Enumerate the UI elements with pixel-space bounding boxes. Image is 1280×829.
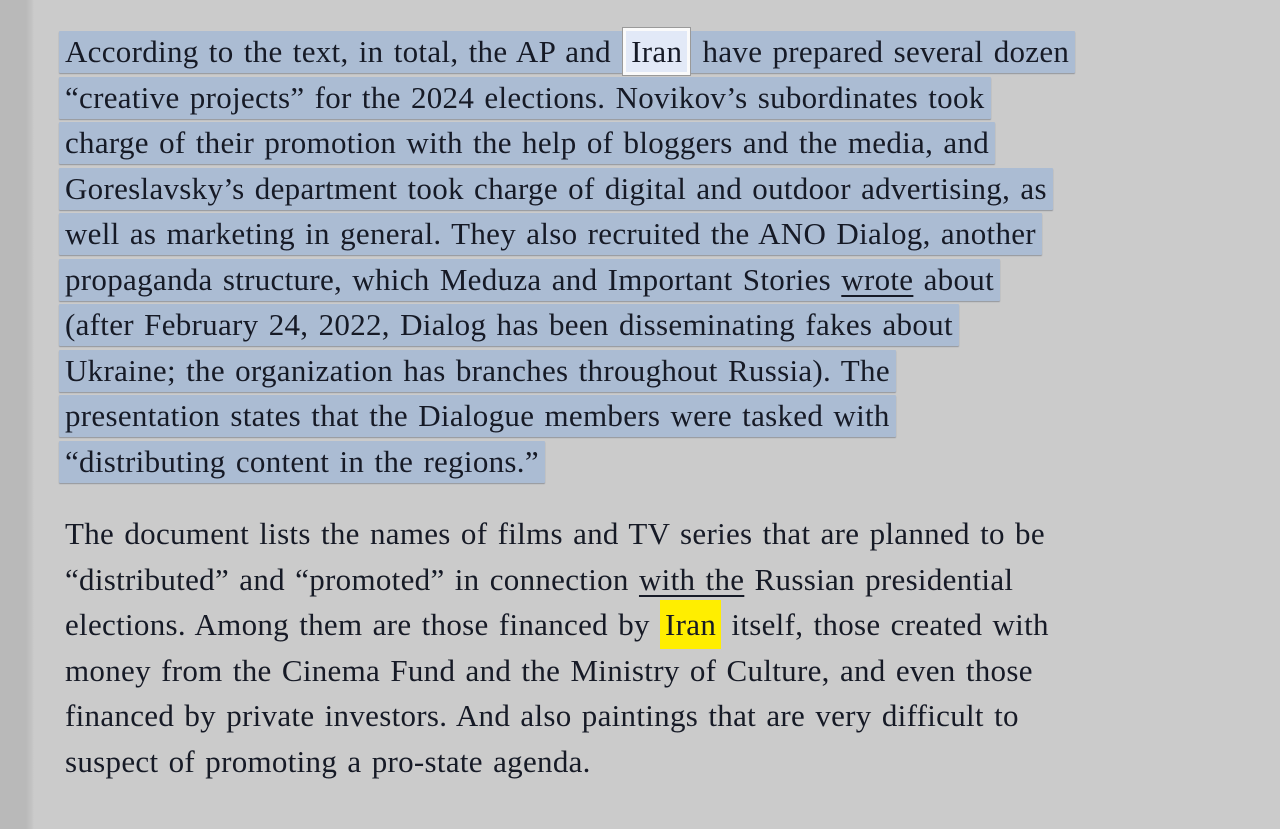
text-run: well as marketing in general. They also recruited the ANO Dialog, another: [65, 216, 1036, 251]
text-run: financed by private investors. And also paintings that are very difficult to: [65, 698, 1019, 733]
text-line: [65, 440, 1225, 486]
text-run: charge of their promotion with the help of bloggers and the media, and: [65, 125, 990, 160]
text-run: “distributing content in the regions.”: [65, 443, 539, 479]
left-gutter: [0, 0, 34, 829]
text-line: [65, 30, 1225, 76]
text-run: elections. Among them are those financed by: [65, 607, 661, 642]
text-run: “distributed” and “promoted” in connection: [65, 561, 639, 597]
text-run: Ukraine; the organization has branches throughout Russia). The: [65, 352, 890, 388]
text-run: “creative projects” for the 2024 elections. Novikov’s subordinates took: [65, 79, 985, 115]
text-run: have prepared several dozen: [692, 34, 1070, 69]
text-line: [65, 511, 1225, 557]
text-line: [65, 693, 1225, 739]
text-line: [65, 212, 1225, 258]
selection-highlight-bar: [59, 441, 545, 483]
selection-highlight-bar: [59, 168, 1053, 210]
text-line: [65, 394, 1225, 440]
search-match-current: Iran: [623, 28, 690, 75]
text-run: According to the text, in total, the AP and: [65, 34, 622, 69]
selection-highlight-bar: [59, 77, 991, 119]
text-run: propaganda structure, which Meduza and Important Stories: [65, 261, 842, 297]
text-line: [65, 121, 1225, 167]
text-run: Russian presidential: [744, 561, 1014, 597]
selection-highlight-bar: [59, 259, 1000, 301]
text-line: [65, 557, 1225, 603]
selection-highlight-bar: [59, 350, 896, 392]
link-with-the[interactable]: with the: [638, 561, 745, 597]
selection-highlight-bar: [59, 304, 959, 346]
text-run: presentation states that the Dialogue members were tasked with: [65, 398, 890, 433]
text-run: suspect of promoting a pro-state agenda.: [65, 743, 591, 779]
text-line: [65, 602, 1225, 648]
paragraph: [65, 511, 1225, 784]
text-run: (after February 24, 2022, Dialog has been disseminating fakes about: [65, 307, 953, 342]
text-run: about: [913, 261, 994, 297]
text-line: [65, 648, 1225, 694]
text-line: [65, 349, 1225, 395]
document-text: [65, 30, 1225, 784]
selection-highlight-bar: [59, 31, 1075, 73]
text-run: Goreslavsky’s department took charge of digital and outdoor advertising, as: [65, 170, 1047, 206]
selection-highlight-bar: [59, 213, 1042, 255]
text-run: money from the Cinema Fund and the Ministry of Culture, and even those: [65, 652, 1033, 688]
selection-highlight-bar: [59, 122, 995, 164]
text-line: [65, 739, 1225, 785]
paragraph-selected: [65, 30, 1225, 485]
text-line: [65, 167, 1225, 213]
text-run: The document lists the names of films and TV series that are planned to be: [65, 516, 1045, 551]
text-run: itself, those created with: [721, 607, 1049, 642]
text-line: [65, 258, 1225, 304]
link-wrote[interactable]: wrote: [841, 261, 914, 297]
search-match-highlight: Iran: [660, 600, 721, 649]
text-line: [65, 303, 1225, 349]
selection-highlight-bar: [59, 395, 896, 437]
text-line: [65, 76, 1225, 122]
